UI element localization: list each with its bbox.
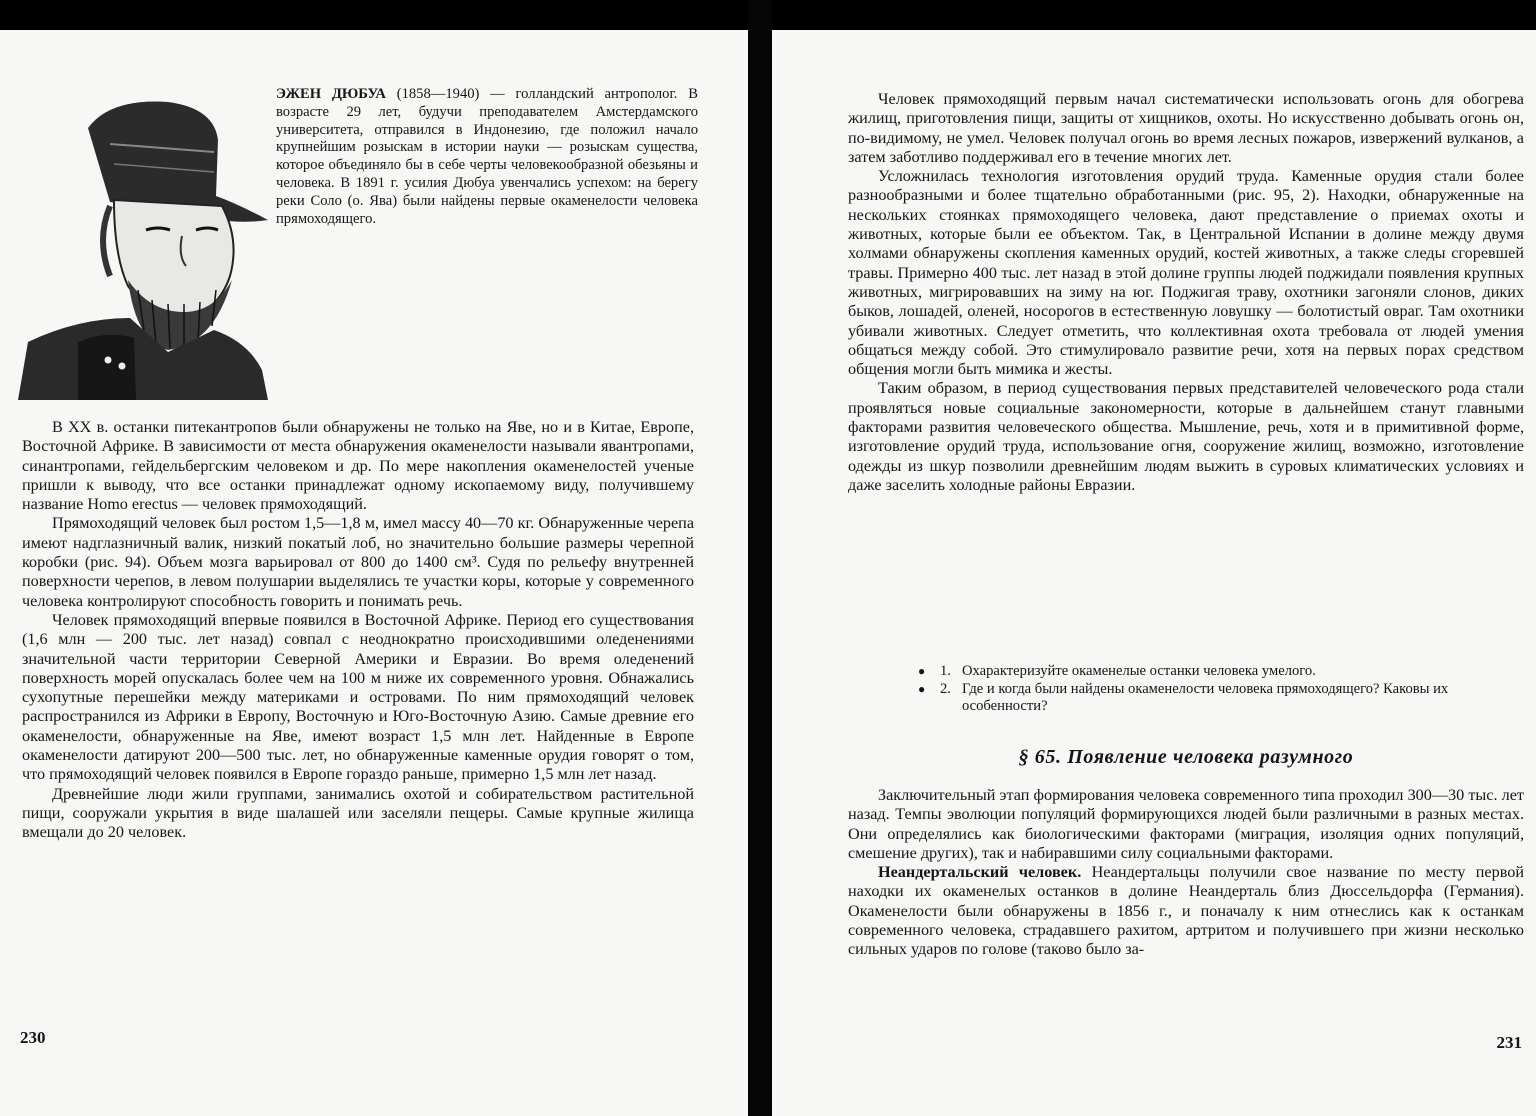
section-body-text [848, 786, 1524, 960]
portrait-illustration [18, 80, 268, 400]
page-number-left: 230 [20, 1028, 46, 1047]
paragraph: Заключительный этап формирования человека современного типа проходил 300—30 тыс. лет назад. Темпы эволюции популяций формирующихся людей были различными в разных местах. Они определялись как биологическими факторами (миграция, изоляция одних популяций, смешение других), так и набиравшими силу социальными факторами. [848, 786, 1524, 862]
bullet-icon: ● [918, 664, 926, 678]
review-questions [918, 663, 1524, 716]
bullet-icon: ● [918, 681, 926, 696]
paragraph: Человек прямоходящий впервые появился в Восточной Африке. Период его существования (1,6 млн — 200 тыс. лет назад) совпал с неоднократно происходившими оледенениями значительной части территории Северной Америки и Евразии. Во время оледенений поверхность морей опускалась более чем на 100 м ниже их современного уровня. Обнажались сухопутные перешейки между материками и островами. По ним прямоходящий человек распространился из Африки в Европу, Восточную и Юго-Восточную Азию. Самые древние его окаменелости, обнаруженные на Яве, имеют возраст 1,5 млн лет. Найденные в Европе окаменелости датируют 200—500 тыс. лет, но обнаруженные каменные орудия говорят о том, что прямоходящий человек появился в Европе гораздо раньше, примерно 1,5 млн лет назад. [22, 610, 694, 784]
paragraph [848, 863, 1524, 959]
left-body-text [22, 418, 694, 843]
question-item [918, 681, 1524, 716]
page-number-right: 231 [1496, 1033, 1522, 1052]
book-spine [748, 0, 772, 1116]
paragraph: Таким образом, в период существования первых представителей человеческого рода стали проявляться новые социальные закономерности, которые в дальнейшем станут главными факторами развития человеческого общества. Мышление, речь, хотя и в примитивной форме, изготовление орудий труда, использование огня, сооружение жилищ, возможно, изготовление одежды из шкур позволили древнейшим людям выжить в суровых климатических условиях и даже заселить холодные районы Евразии. [848, 379, 1524, 494]
right-body-text [848, 90, 1524, 495]
biography-note [276, 86, 698, 228]
paragraph: Древнейшие люди жили группами, занимались охотой и собирательством растительной пищи, сооружали укрытия в виде шалашей или заселяли пещеры. Самые крупные жилища вмещали до 20 человек. [22, 784, 694, 842]
question-item [918, 663, 1524, 681]
section-heading: § 65. Появление человека разумного [1018, 746, 1354, 768]
paragraph: Усложнилась технология изготовления орудий труда. Каменные орудия стали более разнообразными и более тщательно обработанными (рис. 95, 2). Находки, обнаруженные на нескольких стоянках прямоходящего человека, дают представление о приемах охоты и животных, которые были ее объектом. Так, в Центральной Испании в долине между двумя холмами обнаружены скопления каменных орудий, костей животных, а также следы сгоревшей травы. Примерно 400 тыс. лет назад в этой долине группы людей поджидали появления крупных животных, мигрировавших на зиму на юг. Поджигая траву, охотники загоняли слонов, диких быков, лошадей, оленей, носорогов в естественную ловушку — болотистый овраг. Там охотники убивали животных. Следует отметить, что коллективная охота требовала от людей умения общаться между собой. Это стимулировало развитие речи, хотя на первых порах средством общения могли быть мимика и жесты. [848, 167, 1524, 379]
question-number: 1. [940, 663, 951, 679]
paragraph: В XX в. останки питекантропов были обнаружены не только на Яве, но и в Китае, Европе, Восточной Африке. В зависимости от места обнаружения окаменелости называли явантропами, синантропами, гейдельбергским человеком и др. По мере накопления окаменелостей ученые пришли к выводу, что все останки принадлежат одному ископаемому виду, получившему название Homo erectus — человек прямоходящий. [22, 418, 694, 514]
paragraph-text: Неандертальцы получили свое название по месту первой находки их окаменелых останков в долине Неандерталь близ Дюссельдорфа (Германия). Окаменелости были обнаружены в 1856 г., и поначалу к ним отнеслись как к останкам современного человека, страдавшего рахитом, артритом и получившего при жизни несколько сильных ударов по голове (таково было за- [848, 863, 1524, 959]
paragraph: Человек прямоходящий первым начал систематически использовать огонь для обогрева жилищ, приготовления пищи, защиты от хищников, охоты. Но искусственно добывать огонь он, по-видимому, не умел. Человек получал огонь во время лесных пожаров, извержений вулканов, а затем заботливо поддерживал его в течение многих лет. [848, 90, 1524, 166]
bio-text: (1858—1940) — голландский антрополог. В возрасте 29 лет, будучи преподавателем Амстердамского университета, отправился в Индонезию, где положил начало крупнейшим розыскам в истории науки — розыскам существа, которое объединяло бы в себе черты человекообразной обезьяны и человека. В 1891 г. усилия Дюбуа увенчались успехом: на берегу реки Соло (о. Ява) были найдены первые окаменелости человека прямоходящего. [276, 86, 698, 227]
left-page [0, 30, 748, 1116]
right-page [772, 30, 1536, 1116]
bio-name: ЭЖЕН ДЮБУА [276, 86, 386, 102]
question-number: 2. [940, 680, 951, 697]
question-text: Охарактеризуйте окаменелые останки человека умелого. [962, 663, 1316, 679]
paragraph: Прямоходящий человек был ростом 1,5—1,8 м, имел массу 40—70 кг. Обнаруженные черепа имеют надглазничный валик, низкий покатый лоб, но значительно большие размеры черепной коробки (рис. 94). Объем мозга варьировал от 800 до 1400 см³. Судя по рельефу внутренней поверхности черепов, в левом полушарии выделялись те участки коры, которые у современного человека контролируют способность говорить и понимать речь. [22, 514, 694, 610]
subheading-bold: Неандертальский человек. [878, 863, 1082, 882]
question-text: Где и когда были найдены окаменелости человека прямоходящего? Каковы их особенности? [962, 680, 1449, 714]
